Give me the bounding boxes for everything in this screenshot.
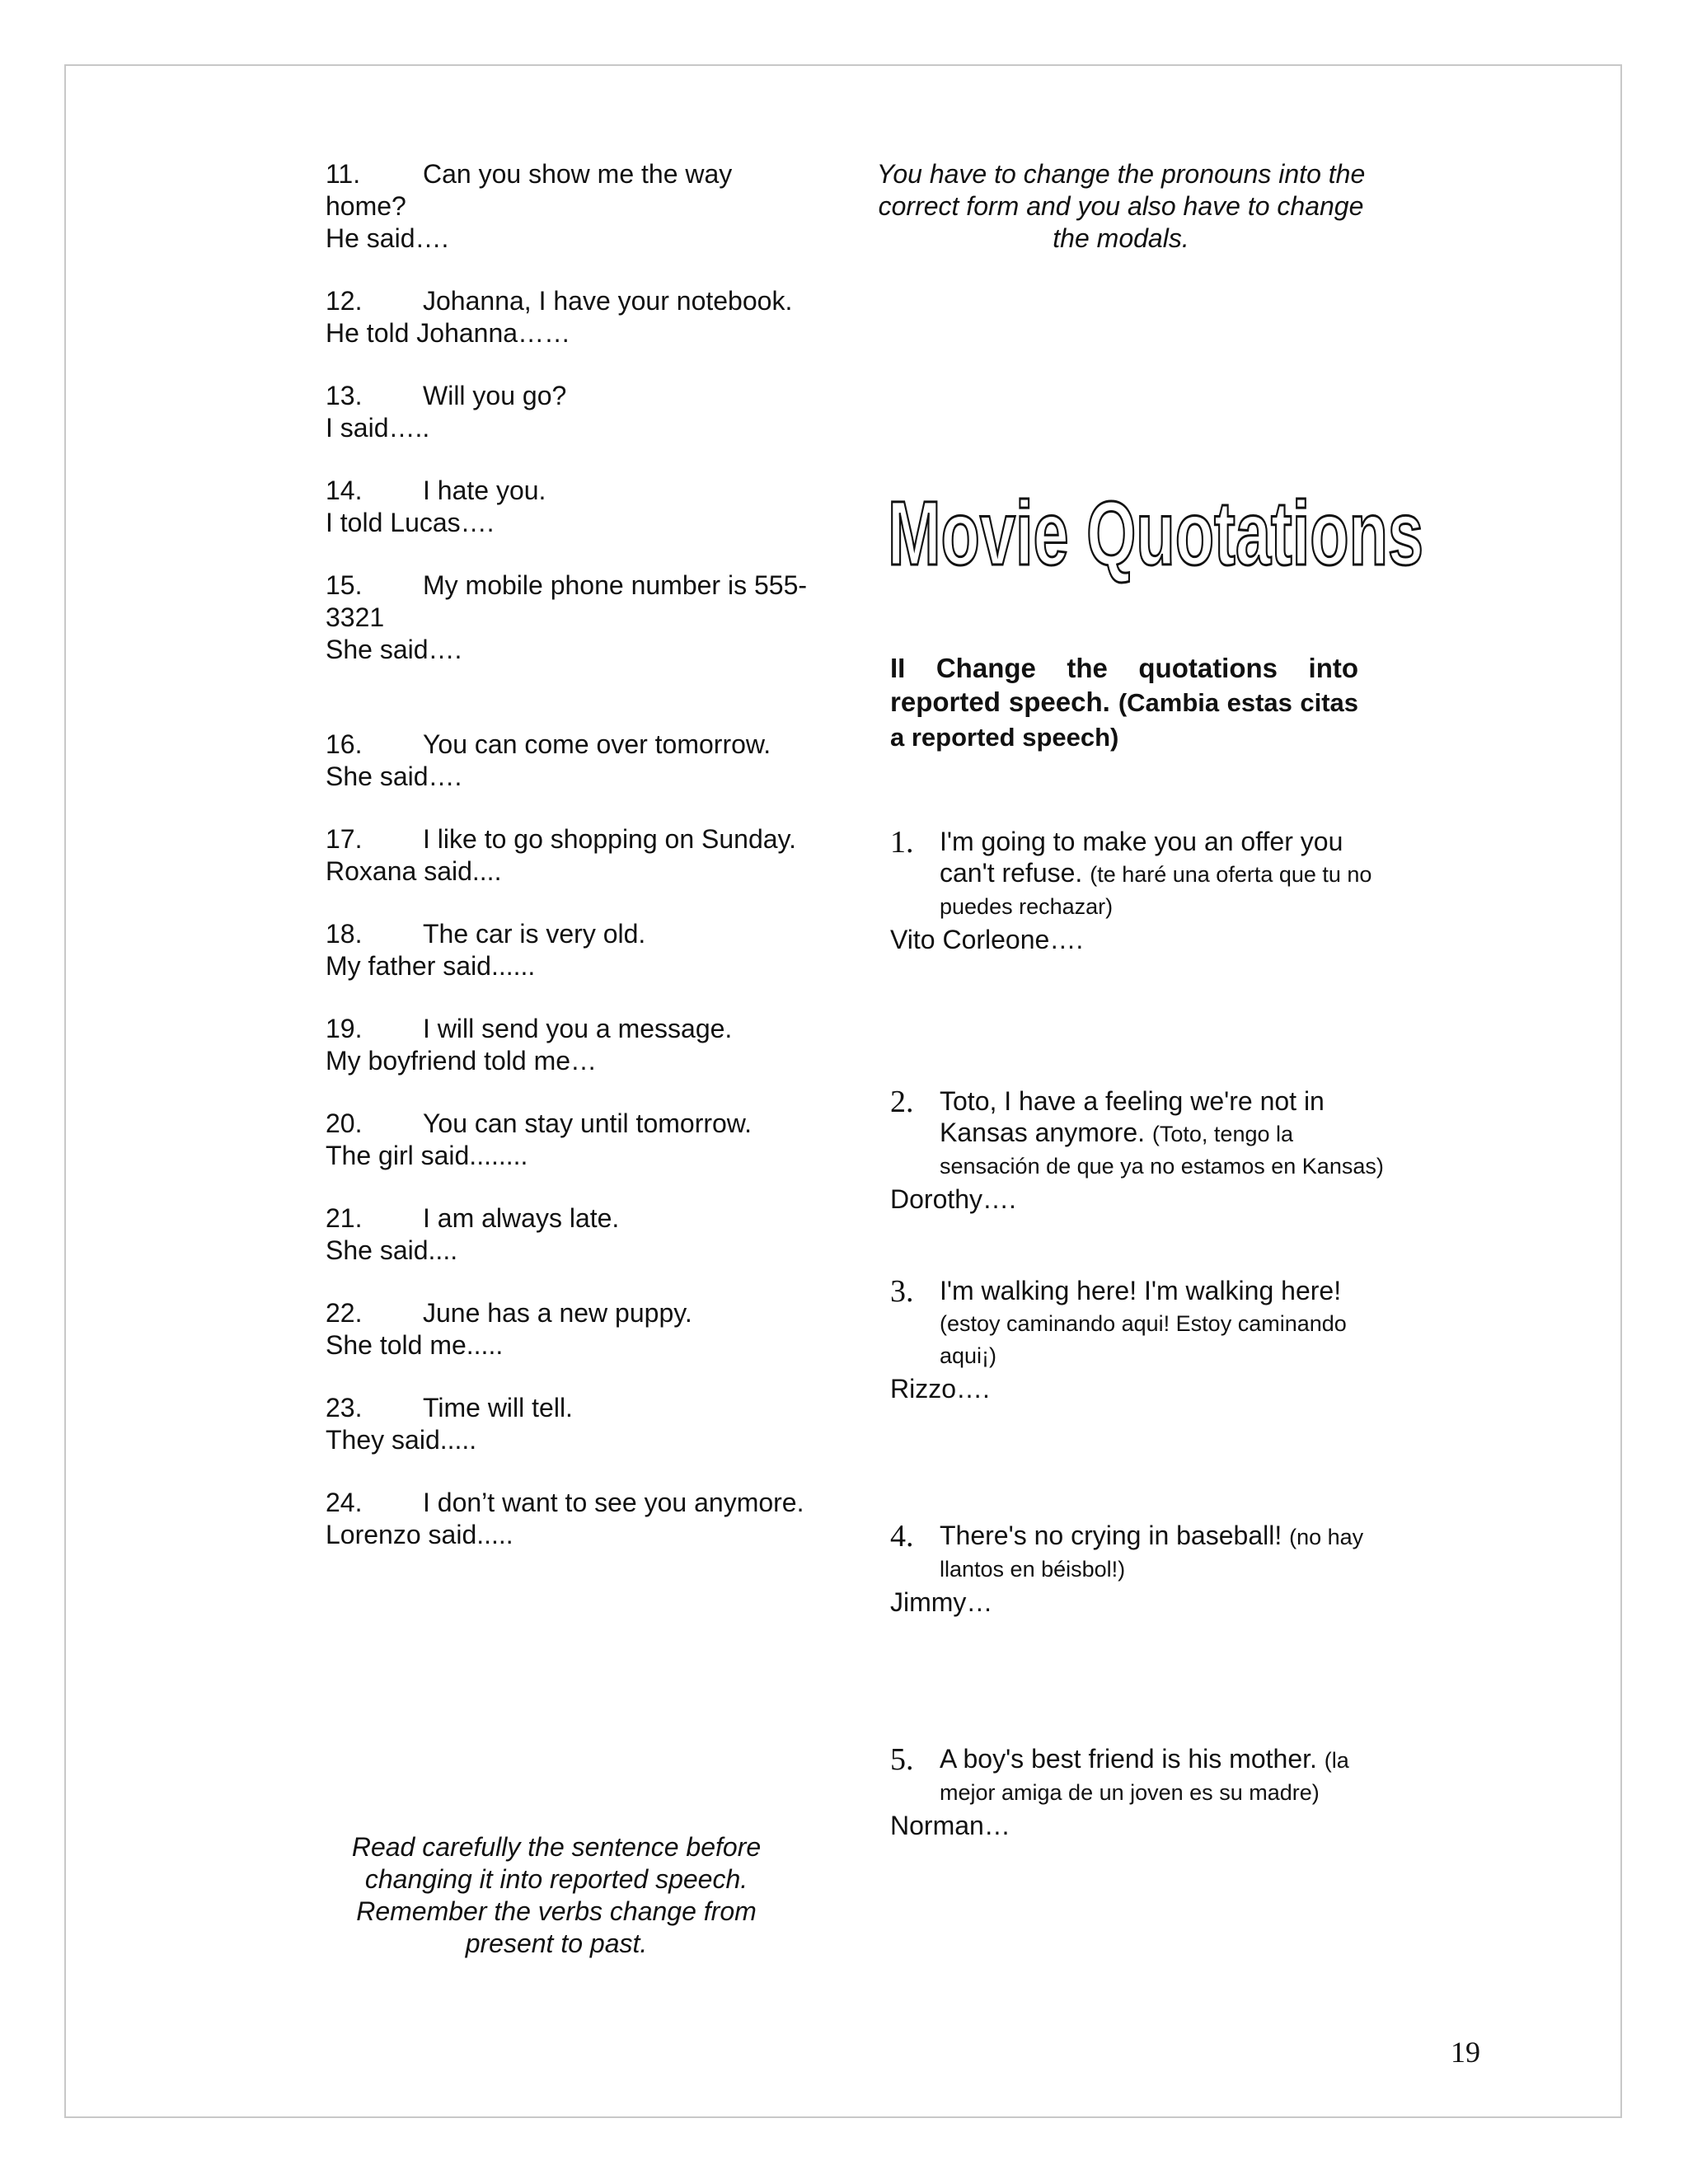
exercise-item	[326, 918, 820, 982]
exercise-number: 24.	[326, 1488, 363, 1517]
exercise-number: 19.	[326, 1014, 363, 1043]
exercise-reporter: My father said......	[326, 951, 536, 981]
quote-translation: (Toto, tengo la sensación de que ya no estamos en Kansas)	[940, 1122, 1384, 1179]
quote-item	[890, 1743, 1385, 1842]
quote-item	[890, 1520, 1385, 1619]
exercise-sentence: I am always late.	[423, 1203, 620, 1233]
exercise-item	[326, 285, 820, 349]
exercise-reporter: I told Lucas….	[326, 508, 495, 537]
exercise-item	[326, 569, 820, 666]
exercise-item	[326, 1392, 820, 1456]
quote-number: 4.	[890, 1519, 914, 1554]
exercise-sentence: Time will tell.	[423, 1393, 573, 1422]
exercise-number: 15.	[326, 570, 363, 600]
exercise-number: 16.	[326, 729, 363, 759]
instruction-note-verbs: Read carefully the sentence before changing it into reported speech. Remember the verbs change from present to past.	[351, 1832, 762, 1958]
instruction-note-pronouns: You have to change the pronouns into the correct form and you also have to change the modals.	[876, 159, 1366, 253]
section-heading	[890, 651, 1358, 754]
exercise-reporter: She said….	[326, 762, 462, 791]
exercise-number: 18.	[326, 919, 363, 949]
quote-number: 3.	[890, 1274, 914, 1309]
exercise-sentence: You can stay until tomorrow.	[423, 1108, 753, 1138]
exercise-item	[326, 1487, 820, 1551]
quote-speaker: Vito Corleone….	[890, 925, 1084, 954]
exercise-sentence: Will you go?	[423, 381, 567, 410]
movie-quotations-title	[884, 478, 1428, 585]
quote-speaker: Rizzo….	[890, 1374, 990, 1404]
quote-number: 1.	[890, 825, 914, 860]
exercise-item	[326, 823, 820, 888]
exercise-reporter: She told me.....	[326, 1330, 504, 1360]
exercise-sentence: The car is very old.	[423, 919, 646, 949]
exercise-reporter: She said….	[326, 635, 462, 664]
exercise-number: 23.	[326, 1393, 363, 1422]
section-heading-text: II Change the quotations into reported speech.	[890, 653, 1358, 717]
exercise-item	[326, 729, 820, 793]
exercise-item	[326, 380, 820, 444]
exercise-item	[326, 1013, 820, 1077]
quote-speaker: Norman…	[890, 1811, 1010, 1840]
exercise-number: 11.	[326, 159, 361, 189]
exercise-sentence: I like to go shopping on Sunday.	[423, 824, 797, 854]
quote-text: I'm walking here! I'm walking here!	[940, 1276, 1342, 1305]
quote-text: There's no crying in baseball!	[940, 1521, 1282, 1550]
exercise-number: 22.	[326, 1298, 363, 1328]
quote-translation: (la mejor amiga de un joven es su madre)	[940, 1748, 1349, 1805]
exercise-sentence: I will send you a message.	[423, 1014, 733, 1043]
exercise-reporter: They said.....	[326, 1425, 477, 1455]
exercise-reporter: My boyfriend told me…	[326, 1046, 598, 1076]
quote-text: I'm going to make you an offer you can't refuse.	[940, 827, 1343, 888]
exercise-item	[326, 1202, 820, 1267]
exercise-reporter: He told Johanna……	[326, 318, 571, 348]
page-number: 19	[1451, 2036, 1480, 2069]
exercise-item	[326, 1297, 820, 1361]
quote-item	[890, 1275, 1385, 1405]
exercise-number: 17.	[326, 824, 363, 854]
quote-speaker: Jimmy…	[890, 1587, 993, 1617]
quote-translation: (no hay llantos en béisbol!)	[940, 1525, 1364, 1582]
section-subheading: (Cambia estas citas a reported speech)	[890, 688, 1358, 752]
exercise-sentence: I don’t want to see you anymore.	[423, 1488, 804, 1517]
quote-item	[890, 1085, 1385, 1216]
movie-title-text: Movie Quotations	[888, 483, 1423, 584]
exercise-number: 21.	[326, 1203, 363, 1233]
quote-number: 2.	[890, 1085, 914, 1119]
quote-speaker: Dorothy….	[890, 1184, 1016, 1214]
exercise-reporter: She said....	[326, 1235, 458, 1265]
quote-item	[890, 826, 1385, 956]
quote-translation: (te haré una oferta que tu no puedes rechazar)	[940, 862, 1372, 919]
quote-text: Toto, I have a feeling we're not in Kansas anymore.	[940, 1086, 1325, 1147]
exercise-item	[326, 475, 820, 539]
exercise-reporter: The girl said........	[326, 1141, 528, 1170]
exercise-reporter: Lorenzo said.....	[326, 1520, 513, 1549]
exercise-number: 12.	[326, 286, 363, 316]
quote-number: 5.	[890, 1742, 914, 1777]
exercise-item	[326, 158, 820, 255]
exercise-sentence: June has a new puppy.	[423, 1298, 692, 1328]
exercise-sentence: Can you show me the way home?	[326, 159, 733, 221]
quote-translation: (estoy caminando aqui! Estoy caminando aqui¡)	[940, 1311, 1347, 1368]
exercise-sentence: Johanna, I have your notebook.	[423, 286, 793, 316]
page-border	[64, 64, 1622, 2118]
exercise-sentence: You can come over tomorrow.	[423, 729, 771, 759]
exercise-list	[326, 158, 820, 1582]
exercise-item	[326, 1108, 820, 1172]
exercise-sentence: My mobile phone number is 555-3321	[326, 570, 808, 632]
exercise-reporter: He said….	[326, 223, 449, 253]
exercise-number: 13.	[326, 381, 363, 410]
exercise-sentence: I hate you.	[423, 476, 546, 505]
exercise-number: 20.	[326, 1108, 363, 1138]
quote-text: A boy's best friend is his mother.	[940, 1744, 1317, 1774]
exercise-reporter: I said…..	[326, 413, 430, 443]
exercise-number: 14.	[326, 476, 363, 505]
exercise-reporter: Roxana said....	[326, 856, 502, 886]
